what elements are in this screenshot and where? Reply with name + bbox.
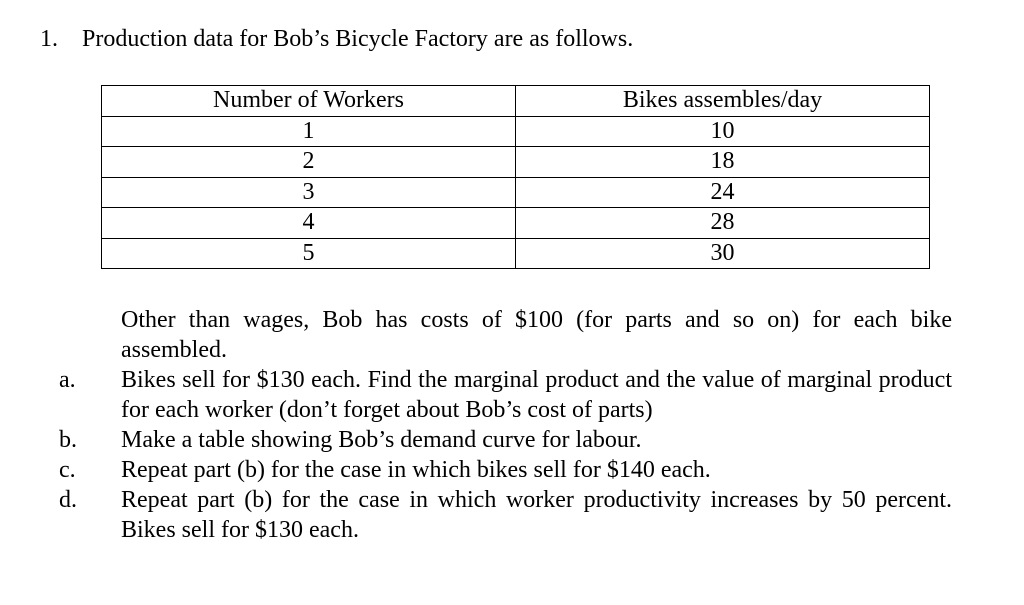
part-letter: d.: [59, 487, 77, 513]
table-cell-workers: 5: [102, 238, 516, 269]
table-cell-workers: 1: [102, 116, 516, 147]
table-header-row: [102, 86, 930, 117]
question-heading: [40, 24, 633, 54]
table-cell-bikes: 18: [516, 147, 930, 178]
part-text: Bikes sell for $130 each. Find the marginal product and the value of marginal product for each worker (don’t forget about Bob’s cost of parts): [121, 367, 952, 423]
production-table: [101, 85, 930, 269]
part-letter: b.: [59, 427, 77, 453]
column-header-workers: Number of Workers: [102, 86, 516, 117]
table-row: [102, 208, 930, 239]
column-header-bikes: Bikes assembles/day: [516, 86, 930, 117]
part-text: Repeat part (b) for the case in which bikes sell for $140 each.: [121, 457, 711, 483]
question-number: 1.: [40, 26, 58, 52]
part-letter: a.: [59, 367, 76, 393]
part-text: Repeat part (b) for the case in which worker productivity increases by 50 percent. Bikes sell for $130 each.: [121, 487, 952, 543]
table-row: [102, 147, 930, 178]
table-cell-bikes: 28: [516, 208, 930, 239]
table-row: [102, 238, 930, 269]
part-letter: c.: [59, 457, 76, 483]
table-cell-workers: 2: [102, 147, 516, 178]
table-cell-bikes: 24: [516, 177, 930, 208]
table-cell-workers: 4: [102, 208, 516, 239]
table-row: [102, 177, 930, 208]
question-title: Production data for Bob’s Bicycle Factory are as follows.: [82, 26, 634, 52]
part-text: Make a table showing Bob’s demand curve for labour.: [121, 427, 642, 453]
intro-paragraph: Other than wages, Bob has costs of $100 (for parts and so on) for each bike assembled.: [121, 307, 952, 363]
table-cell-bikes: 10: [516, 116, 930, 147]
table-cell-workers: 3: [102, 177, 516, 208]
table-cell-bikes: 30: [516, 238, 930, 269]
table-row: [102, 116, 930, 147]
